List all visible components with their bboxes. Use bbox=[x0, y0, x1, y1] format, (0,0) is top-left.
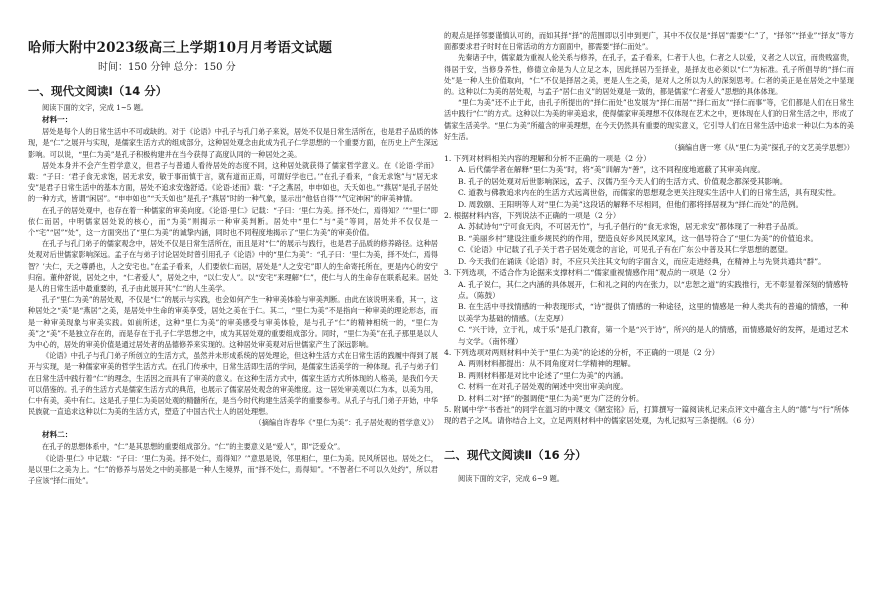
question-stem: 2. 根据材料内容，下列说法不正确的一项是（2 分） bbox=[444, 211, 621, 221]
question-option: C.《论语》中记载了孔子关于君子居处观念的言论，可见孔子有在广东公中普及其仁学思想的愿望。 bbox=[458, 245, 793, 255]
paragraph: 在孔子的居处观中，也存在着一种儒家的审美向度。《论语·里仁》记载：“子曰：‘里仁为美。择不处仁，焉得知？’”“里仁”即依仁而居，中明儒家居处说的核心，而“为美”则揭示一种审美判断。居处中“里仁”与“美”等同，居处并不仅仅是一个“宅”“居”“处”，这一方面突出了“里仁为美”的诚挚内涵，同时也不同程度地揭示了“里仁为美”的审美价值。 bbox=[28, 205, 438, 238]
source-citation: （摘编自唐一寒《从“里仁为美”探孔子的文艺美学思想》） bbox=[670, 143, 854, 153]
question-4 bbox=[444, 347, 854, 404]
paragraph: 在孔子的思想体系中，“仁”是其思想的重要组成部分。“仁”的主要意义是“爱人”，即“泛爱众”。 bbox=[42, 442, 345, 452]
question-option: C. 道教与佛教追求内在的生活方式远离世俗，而儒家的思想观念更关注现实生活中人们的日常生活，具有现实性。 bbox=[458, 188, 841, 198]
question-1 bbox=[444, 153, 854, 210]
section-instruction: 阅读下面的文字，完成 1~5 题。 bbox=[42, 103, 148, 112]
question-option: B. “美丽乡村”建设注重乡规民约的作用，塑造良好乡风民风家风，这一倡导符合了“里仁为美”的价值追求。 bbox=[458, 233, 819, 243]
section-heading-2: 二、现代文阅读Ⅱ（16 分） bbox=[444, 447, 587, 462]
paragraph: “里仁为美”还不止于此，由孔子所提出的“择仁而处”也发展为“择仁而居”“择仁而友”“择仁而事”等，它们都是人们在日常生活中践行“仁”的方式。这种以仁为美的审美追求，使得儒家审美理想不仅体现在艺术之中，更体现在人们的日常生活之中，形成了儒家生活美学。“里仁为美”所蕴含的审美理想，在今天仍然具有重要的现实意义，它引导人们在日常生活中追求一种以仁为本的美好生活。 bbox=[444, 98, 854, 141]
left-column bbox=[28, 0, 438, 614]
exam-meta: 时间：150 分钟 总分：150 分 bbox=[98, 62, 236, 73]
question-option: C. 材料一在对孔子居处观的阐述中突出审美向度。 bbox=[458, 382, 628, 392]
question-option: A. 后代儒学者在解释“里仁为美”时，将“美”训解为“善”，这不同程度地遮蔽了其审美向度。 bbox=[458, 165, 765, 175]
question-option: A. 苏轼诗句“宁可食无肉，不可居无竹”，与孔子倡行的“食无求饱，居无求安”都体现了一种君子品质。 bbox=[458, 222, 803, 232]
question-stem: 5. 附属中学“书香社”的同学在温习的中课文《陋室铭》后，打算撰写一篇阅读札记来点评文中蕴含主人的“德”与“行”所体现的君子之风。请你结合上文，立足两则材料中的儒家居处观，为札记拟写三条提纲。（6 分） bbox=[444, 404, 850, 426]
material-1-label: 材料一： bbox=[42, 115, 73, 125]
question-option: B. 孔子的居处观对后世影响深远，孟子、汉儒乃至今天人们的生活方式、价值观念都深受其影响。 bbox=[458, 176, 788, 186]
question-option: D. 材料二对“择”的强调使“里仁为美”更为广泛的分析。 bbox=[458, 393, 644, 403]
question-stem: 3. 下列选项，不适合作为论据来支撑材料二“儒家重视情感作用”观点的一项是（2 分） bbox=[444, 268, 735, 278]
question-option: A. 孔子说仁，其仁之内涵的具体展开，仁和礼之间的内在张力，以“忠恕之道”的实践推行，无不彰显着深刻的情感特点。（陈鼓） bbox=[458, 279, 849, 300]
source-citation: （摘编自许春华《“里仁为美”：孔子居处观的哲学意义》） bbox=[254, 418, 438, 428]
question-option: D. 周敦颐、王阳明等人对“里仁为美”这段话的解释不尽相同，但他们都将择居视为“择仁而处”的范例。 bbox=[458, 199, 804, 209]
paragraph: 居处本身并不会产生哲学意义，但君子与普通人看待居处的态度不同，这种居处就获得了儒家哲学意义。在《论语·学而》载：“子曰：‘君子食无求饱，居无求安，敏于事而慎于言，就有道而正焉，可谓好学也已。’”在孔子看来，“食无求饱”与“居无求安”是君子日常生活中的基本方面，居处不追求安逸舒适。《论语·述而》载：“子之燕居，申申如也，夭夭如也。”“燕居”是孔子居处的一种方式，皆谓“闲居”。“申申如也”“夭夭如也”是孔子“燕居”时的一种气象，显示出“他恬自得”“气定神闲”的审美神情。 bbox=[28, 160, 438, 204]
question-option: C. “兴于诗，立于礼，成于乐”是孔门教育，第一个是“兴于诗”，所兴的是人的情感，而情感最好的发挥，是通过艺术与文学。（南怀瑾） bbox=[458, 325, 849, 346]
question-option: B. 在生活中寻找情感的一种表现形式，“诗”提供了情感的一种途径，这里的情感是一种人类共有的普遍的情感，一种以美学为基础的情感。（左克厚） bbox=[458, 302, 849, 323]
material-2-label: 材料二： bbox=[42, 430, 73, 440]
question-stem: 4. 下列选项对两则材料中关于“里仁为美”的论述的分析，不正确的一项是（2 分） bbox=[444, 347, 720, 357]
paragraph: 居处是每个人的日常生活中不可或缺的。对于《论语》中孔子与孔门弟子来说，居处不仅是日常生活所在，也是君子品质的体现，是“仁”之展开与实现，是儒家生活方式的组成部分，这种居处观念由此成为孔子仁学思想的一个重要方面，在历史上产生深远影响。可以说，“里仁为美”是孔子积极构建并在当今获得了高度认同的一种居处之美。 bbox=[28, 127, 438, 159]
question-3 bbox=[444, 267, 854, 347]
question-stem: 1. 下列对材料相关内容的理解和分析不正确的一项是（2 分） bbox=[444, 154, 651, 164]
question-option: D. 今天我们在诵读《论语》时，不应只关注其文句的字面含义，而应走进经典，在精神上与先贤共通共“群”。 bbox=[458, 256, 826, 266]
question-5 bbox=[444, 404, 854, 427]
question-option: B. 两则材料都是对比中论述了“里仁为美”的内涵。 bbox=[458, 370, 629, 380]
question-2 bbox=[444, 210, 854, 267]
paragraph: 先秦诸子中，儒家最为重视人伦关系与修养，在孔子，孟子看来，仁者于人也，仁者之人以爱，义者之人以宜，而贵贱富贵，得居于安，当修身养性，修德立命是为人立足之本，因此择居乃至择业，是择友也必须以“仁”为标准。孔子所倡导的“择仁而处”是一种人生价值取向，“仁”不仅是择居之美，更是人生之美，是对人之所以为人的深刻思考。仁者的美正是在居处之中显现的。这种以仁为美的居处观，与孟子“居仁由义”的居处观是一致的，都是儒家“仁者爱人”思想的具体体现。 bbox=[444, 53, 854, 97]
right-column bbox=[444, 0, 854, 614]
question-option: A. 两则材料都提出：从不同角度对仁学精神的理解。 bbox=[458, 359, 636, 369]
paragraph: 《论语》中孔子与孔门弟子所创立的生活方式，虽然并未形成系统的居处理论，但这种生活方式在日常生活的践履中得到了展开与实现，是一种儒家审美的哲学生活方式。在孔门传承中，日常生活即生活的学问，是儒家生活美学的一种体现。孔子与弟子们在日常生活中践行着“仁”的理念，生活因之而具有了审美的意义。在这种生活方式中，儒家生活方式所体现的人格美，是我们今天可以借鉴的。孔子的生活方式是儒家生活方式的典范，也展示了儒家居处观念的审美维度。这一居处审美观以仁为本，以美为用，仁中有美，美中有仁。这是孔子里仁为美居处观的精髓所在，是当今时代构建生活美学的重要参考。从孔子与孔门弟子开始，中华民族就一直追求这种以仁为美的生活方式，塑造了中国古代士人的居处理想。 bbox=[28, 351, 438, 417]
paragraph: 孔子“里仁为美”的居处观，不仅是“仁”的展示与实践，也会如何产生一种审美体验与审美判断。由此在该说明来看，其一，这种居处之“美”是“燕居”之美，是居处中生命的审美享受，居处之美在于仁。其二，“里仁为美”不是指向一种审美的理论形态，而是一种审美现象与审美实践。如前所述，这种“里仁为美”的审美感受与审美体验，是与孔子“仁”的精神相统一的，“里仁为美”之“美”不是独立存在的，而是存在于孔子仁学思想之中，成为其居处观的重要组成部分。同时，“里仁为美”在孔子那里是以人为中心的，居处的审美价值是通过居处者的品德修养来实现的。这种居处审美观对后世儒家产生了深远影响。 bbox=[28, 295, 438, 350]
paragraph: 《论语·里仁》中记载：“子曰：‘里仁为美。择不处仁，焉得知？’”意思是说，邻里相仁，里仁为美。民风所居也。居处之仁，是以里仁之美为上。“仁”的修养与居处之中的美都是一种人生境界，而“择不处仁，焉得知”。“不智者仁不可以久处约”，所以君子应该“择仁而处”。 bbox=[28, 453, 438, 486]
section-heading-1: 一、现代文阅读Ⅰ（14 分） bbox=[28, 84, 168, 98]
section-instruction: 阅读下面的文字，完成 6~9 题。 bbox=[458, 473, 564, 483]
exam-title: 哈师大附中2023级高三上学期10月月考语文试题 bbox=[28, 40, 333, 56]
paragraph: 在孔子与孔门弟子的儒家观念中，居处不仅是日常生活所在，而且是对“仁”的展示与践行，也是君子品质的修养路径。这种居处观对后世儒家影响深远。孟子在与弟子讨论居处时曾引用孔子《论语》中的“里仁为美”：“孔子曰：‘里仁为美，择不处仁，焉得智？’夫仁，天之尊爵也，人之安宅也。”在孟子看来，人们要依仁而居，居处是“人之安宅”即人的生命寄托所在，更是内心的安宁归宿。董仲舒说，居处之中，“仁者爱人”，居处之中，“以仁安人”。以“安宅”来理解“仁”，使仁与人的生命存在联系起来。居处是人的日常生活中最重要的，孔子由此展开其“仁”的人生美学。 bbox=[28, 239, 438, 294]
paragraph: 的观点是择邻要谨慎认可的，而如其择“择”的范围即以引申到更广，其中不仅仅是“择居”需要“仁”了，“择邻”“择业”“择友”等方面都要求君子时时在日常活动的方方面面中，都需要“择仁而处”。 bbox=[444, 31, 854, 52]
